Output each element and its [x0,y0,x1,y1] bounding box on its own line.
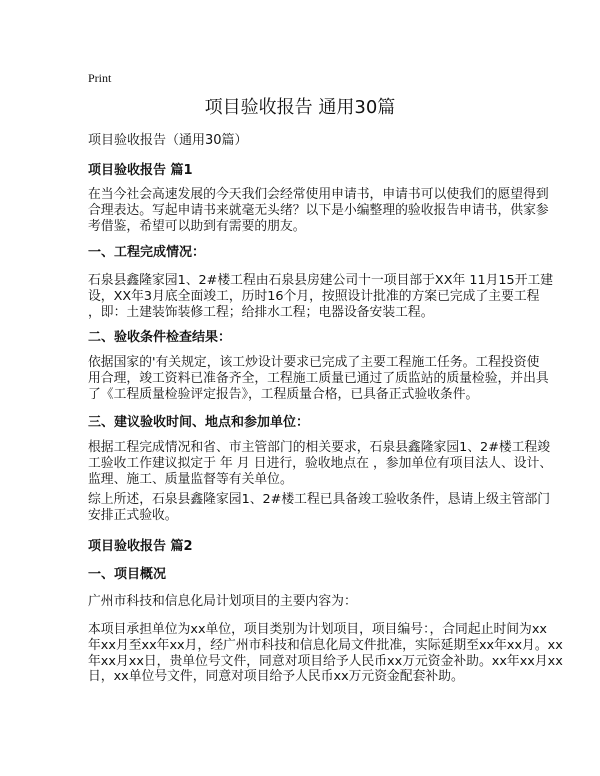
paragraph-conclusion [88,492,551,524]
text-line: 监理、施工、质量监督等有关单位。 [88,471,293,487]
paragraph-inspection [88,355,549,402]
text-line: 本项目承担单位为xx单位，项目类别为计划项目，项目编号：，合同起止时间为xx [88,622,547,637]
text-line: ，即：土建装饰装修工程；给排水工程；电器设备安装工程。 [88,304,434,320]
heading-inspection-results: 二、验收条件检查结果： [88,330,232,345]
text-line: 年xx月xx日，贵单位号文件，同意对项目给予人民币xx万元资金补助。xx年xx月xx [88,653,563,669]
text-line: 了《工程质量检验评定报告》，工程质量合格，已具备正式验收条件。 [88,386,479,402]
text-line: 设，XX年3月底全面竣工，历时16个月，按照设计批准的方案已完成了主要工程 [88,288,540,304]
text-line: 广州市科技和信息化局计划项目的主要内容为： [88,594,357,609]
paragraph-acceptance-plan [88,440,553,487]
heading-project-overview: 一、项目概况 [88,567,167,582]
section-heading-part2: 项目验收报告 篇2 [88,539,193,554]
text-line: 在当今社会高速发展的今天我们会经常使用申请书，申请书可以使我们的愿望得到 [88,187,549,202]
text-line: 用合理，竣工资料已准备齐全，工程施工质量已通过了质监站的质量检验，并出具 [88,370,549,386]
paragraph-completion [88,273,554,320]
heading-completion-status: 一、工程完成情况： [88,245,206,260]
text-line: 工验收工作建议拟定于 年 月 日进行，验收地点在 ，参加单位有项目法人、设计、 [88,455,553,471]
print-link[interactable]: Print [88,71,112,85]
text-line: 日，xx单位号文件，同意对项目给予人民币xx万元资金配套补助。 [88,669,464,685]
text-line: 安排正式验收。 [88,507,178,523]
heading-acceptance-time-place: 三、建议验收时间、地点和参加单位： [88,415,310,430]
document-title: 项目验收报告 通用30篇 [204,97,396,118]
text-line: 综上所述，石泉县鑫隆家园1、2#楼工程已具备竣工验收条件，恳请上级主管部门 [88,492,551,507]
text-line: 年xx月至xx年xx月，经广州市科技和信息化局文件批准，实际延期至xx年xx月。xx [88,637,563,653]
section-heading-part1: 项目验收报告 篇1 [88,163,193,178]
paragraph-overview-intro [88,594,528,610]
paragraph-intro [88,187,549,234]
paragraph-overview-details [88,622,563,685]
text-line: 石泉县鑫隆家园1、2#楼工程由石泉县房建公司十一项目部于XX年 11月15开工建 [88,273,554,288]
text-line: 合理表达。写起申请书来就毫无头绪？以下是小编整理的验收报告申请书，供家参 [88,202,549,218]
text-line: 考借鉴，希望可以助到有需要的朋友。 [88,218,306,234]
text-line: 依据国家的'有关规定，该工炒设计要求已完成了主要工程施工任务。工程投资使 [88,355,540,370]
document-subtitle: 项目验收报告（通用30篇） [88,133,248,148]
text-line: 根据工程完成情况和省、市主管部门的相关要求，石泉县鑫隆家园1、2#楼工程竣 [88,440,551,455]
